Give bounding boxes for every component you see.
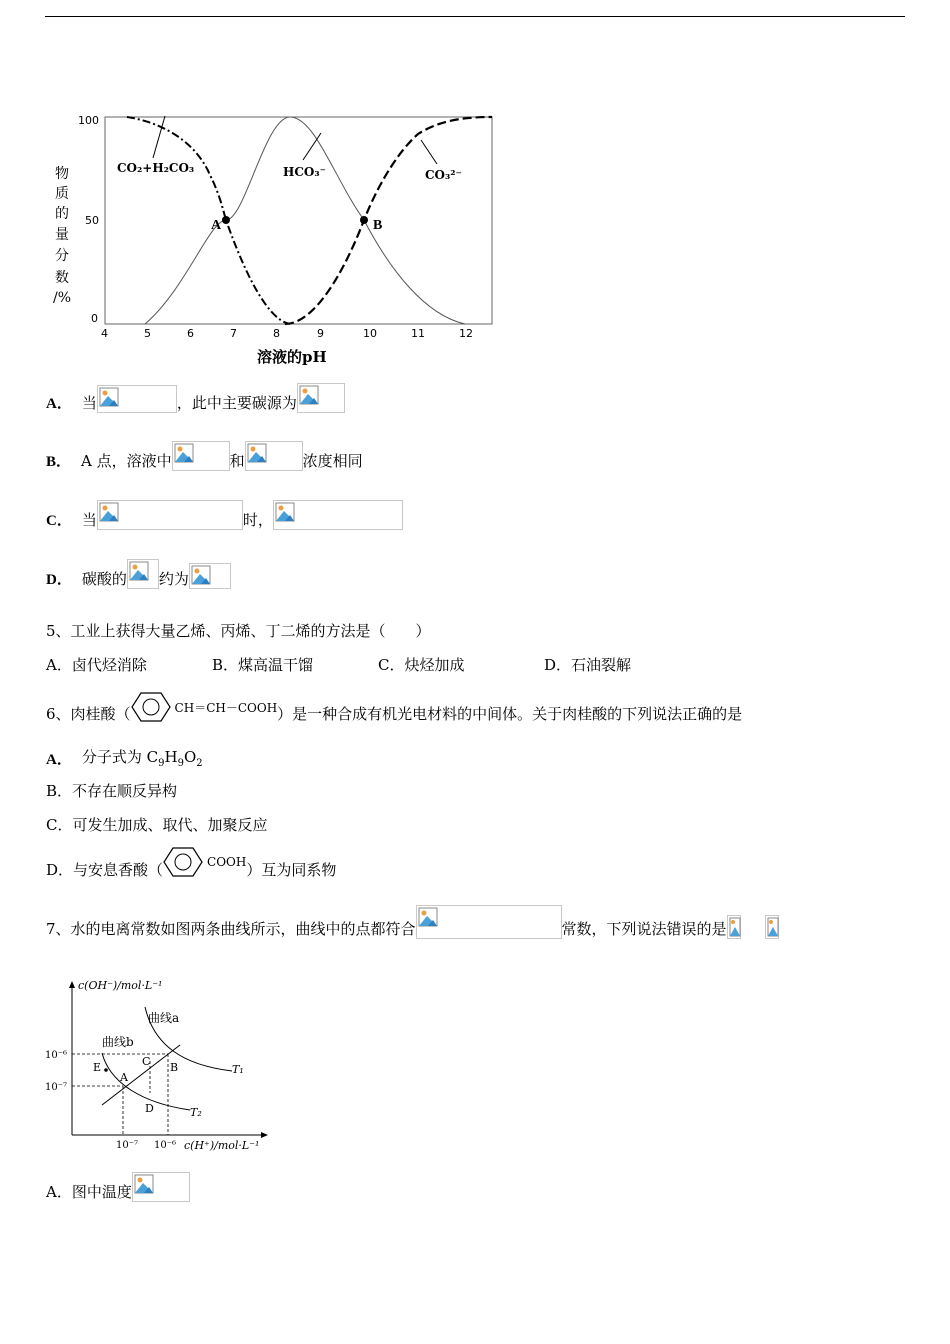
option-text: D．与安息香酸（ bbox=[46, 861, 164, 879]
point-label: D bbox=[145, 1102, 154, 1115]
broken-image-icon bbox=[127, 559, 159, 589]
option-text: B．不存在顺反异构 bbox=[46, 782, 178, 800]
co2-label: CO₂+H₂CO₃ bbox=[117, 161, 195, 175]
option-text: 时， bbox=[242, 511, 273, 529]
question-text: 6、肉桂酸（ bbox=[46, 705, 131, 723]
structure-text: COOH bbox=[207, 855, 247, 869]
t2-label: T₂ bbox=[190, 1106, 202, 1119]
y-label-char: 质 bbox=[55, 186, 69, 202]
y-label-char: 量 bbox=[55, 227, 69, 243]
point-b-dot bbox=[360, 216, 368, 224]
x-tick: 5 bbox=[144, 327, 151, 340]
point-label: B bbox=[170, 1061, 179, 1074]
q6-option-b bbox=[46, 780, 177, 801]
broken-image-icon bbox=[416, 905, 562, 939]
point-b-label: B bbox=[373, 218, 383, 233]
structure-text: CH＝CH－COOH bbox=[174, 700, 278, 715]
option-text: 当 bbox=[81, 511, 97, 529]
cinnamic-acid-structure bbox=[131, 690, 278, 724]
y-tick: 10⁻⁷ bbox=[45, 1082, 68, 1093]
option-text: 和 bbox=[229, 452, 245, 470]
question-text: ）是一种合成有机光电材料的中间体。关于肉桂酸的下列说法正确的是 bbox=[277, 705, 743, 723]
q4-option-b bbox=[46, 441, 363, 471]
water-ionization-chart bbox=[42, 975, 272, 1155]
point-label: E bbox=[93, 1061, 102, 1074]
x-tick: 10⁻⁶ bbox=[154, 1140, 177, 1151]
y-label-char: 的 bbox=[55, 206, 69, 222]
point-label: A bbox=[120, 1071, 128, 1084]
y-label-char: 数 bbox=[55, 270, 69, 286]
q6-option-a bbox=[46, 746, 203, 769]
y-label-char: 分 bbox=[55, 248, 69, 264]
header-rule bbox=[45, 16, 905, 17]
option-label: C． bbox=[46, 513, 72, 529]
x-tick: 9 bbox=[317, 327, 324, 340]
y-tick-50: 50 bbox=[85, 214, 99, 227]
benzoic-acid-structure bbox=[163, 844, 246, 880]
option-text: ）互为同系物 bbox=[246, 861, 337, 879]
x-tick: 11 bbox=[411, 327, 425, 340]
broken-image-icon bbox=[727, 915, 741, 939]
q6-option-d bbox=[46, 844, 336, 880]
broken-image-icon bbox=[172, 441, 230, 471]
broken-image-icon bbox=[132, 1172, 190, 1202]
option-label: B． bbox=[46, 454, 72, 470]
x-axis-label: 溶液的pH bbox=[257, 348, 327, 366]
question-text: 5、工业上获得大量乙烯、丙烯、丁二烯的方法是（ ） bbox=[46, 622, 431, 640]
question-text: 常数，下列说法错误的是 bbox=[561, 920, 727, 938]
option-text: C．可发生加成、取代、加聚反应 bbox=[46, 816, 268, 834]
option-text: 约为 bbox=[158, 570, 189, 588]
x-tick: 8 bbox=[273, 327, 280, 340]
q5-option-d: D．石油裂解 bbox=[544, 656, 632, 674]
y-tick: 10⁻⁶ bbox=[45, 1050, 68, 1061]
x-tick: 10 bbox=[363, 327, 377, 340]
q5-option-a: A．卤代烃消除 bbox=[46, 656, 147, 674]
curve-b-label: 曲线b bbox=[102, 1035, 134, 1049]
option-label: A． bbox=[46, 752, 72, 768]
benzene-ring-icon bbox=[163, 845, 203, 879]
y-label-char: /% bbox=[53, 290, 72, 306]
option-text: ，此中主要碳源为 bbox=[176, 394, 297, 412]
option-text: 碳酸的 bbox=[81, 570, 127, 588]
y-axis-label: c(OH⁻)/mol·L⁻¹ bbox=[78, 979, 163, 992]
x-tick: 6 bbox=[187, 327, 194, 340]
q6-option-c bbox=[46, 814, 267, 835]
option-text: A 点，溶液中 bbox=[81, 452, 172, 470]
benzene-ring-icon bbox=[131, 690, 171, 724]
x-tick: 10⁻⁷ bbox=[116, 1140, 139, 1151]
q7-option-a bbox=[46, 1172, 190, 1202]
broken-image-icon bbox=[245, 441, 303, 471]
x-tick: 12 bbox=[459, 327, 473, 340]
species-distribution-chart bbox=[45, 100, 505, 372]
option-text: 分子式为 $C_9H_9O_2$ bbox=[81, 748, 203, 769]
x-tick: 4 bbox=[101, 327, 108, 340]
co3-label: CO₃²⁻ bbox=[425, 168, 462, 182]
t1-label: T₁ bbox=[232, 1063, 244, 1076]
x-axis-label: c(H⁺)/mol·L⁻¹ bbox=[184, 1139, 260, 1152]
x-tick: 7 bbox=[230, 327, 237, 340]
point-a-label: A bbox=[211, 218, 222, 233]
option-label: D． bbox=[46, 572, 72, 588]
point-e-dot bbox=[104, 1068, 108, 1072]
hco3-label: HCO₃⁻ bbox=[283, 165, 326, 179]
y-label-char: 物 bbox=[55, 166, 69, 182]
point-a-dot bbox=[222, 216, 230, 224]
point-label: C bbox=[142, 1055, 151, 1068]
q5-option-b: B．煤高温干馏 bbox=[212, 656, 314, 674]
q4-option-d bbox=[46, 559, 231, 589]
option-label: A． bbox=[46, 396, 72, 412]
option-text: 浓度相同 bbox=[302, 452, 363, 470]
q4-option-c bbox=[46, 500, 403, 530]
x-ticks bbox=[101, 327, 473, 340]
broken-image-icon bbox=[273, 500, 403, 530]
broken-image-icon bbox=[765, 915, 779, 939]
option-text: 当 bbox=[81, 394, 97, 412]
y-tick-0: 0 bbox=[91, 312, 98, 325]
q5-stem bbox=[46, 620, 431, 641]
q6-stem bbox=[46, 690, 742, 724]
question-text: 7、水的电离常数如图两条曲线所示，曲线中的点都符合 bbox=[46, 920, 416, 938]
broken-image-icon bbox=[297, 383, 345, 413]
q7-stem bbox=[46, 905, 779, 939]
y-axis-label bbox=[53, 165, 71, 306]
broken-image-icon bbox=[189, 563, 231, 589]
broken-image-icon bbox=[97, 500, 243, 530]
q4-option-a bbox=[46, 383, 345, 413]
curve-a-label: 曲线a bbox=[148, 1011, 180, 1025]
y-tick-100: 100 bbox=[78, 114, 99, 127]
option-text: A．图中温度 bbox=[46, 1183, 132, 1201]
broken-image-icon bbox=[97, 385, 177, 413]
q5-options bbox=[46, 654, 631, 675]
q5-option-c: C．炔烃加成 bbox=[378, 656, 465, 674]
